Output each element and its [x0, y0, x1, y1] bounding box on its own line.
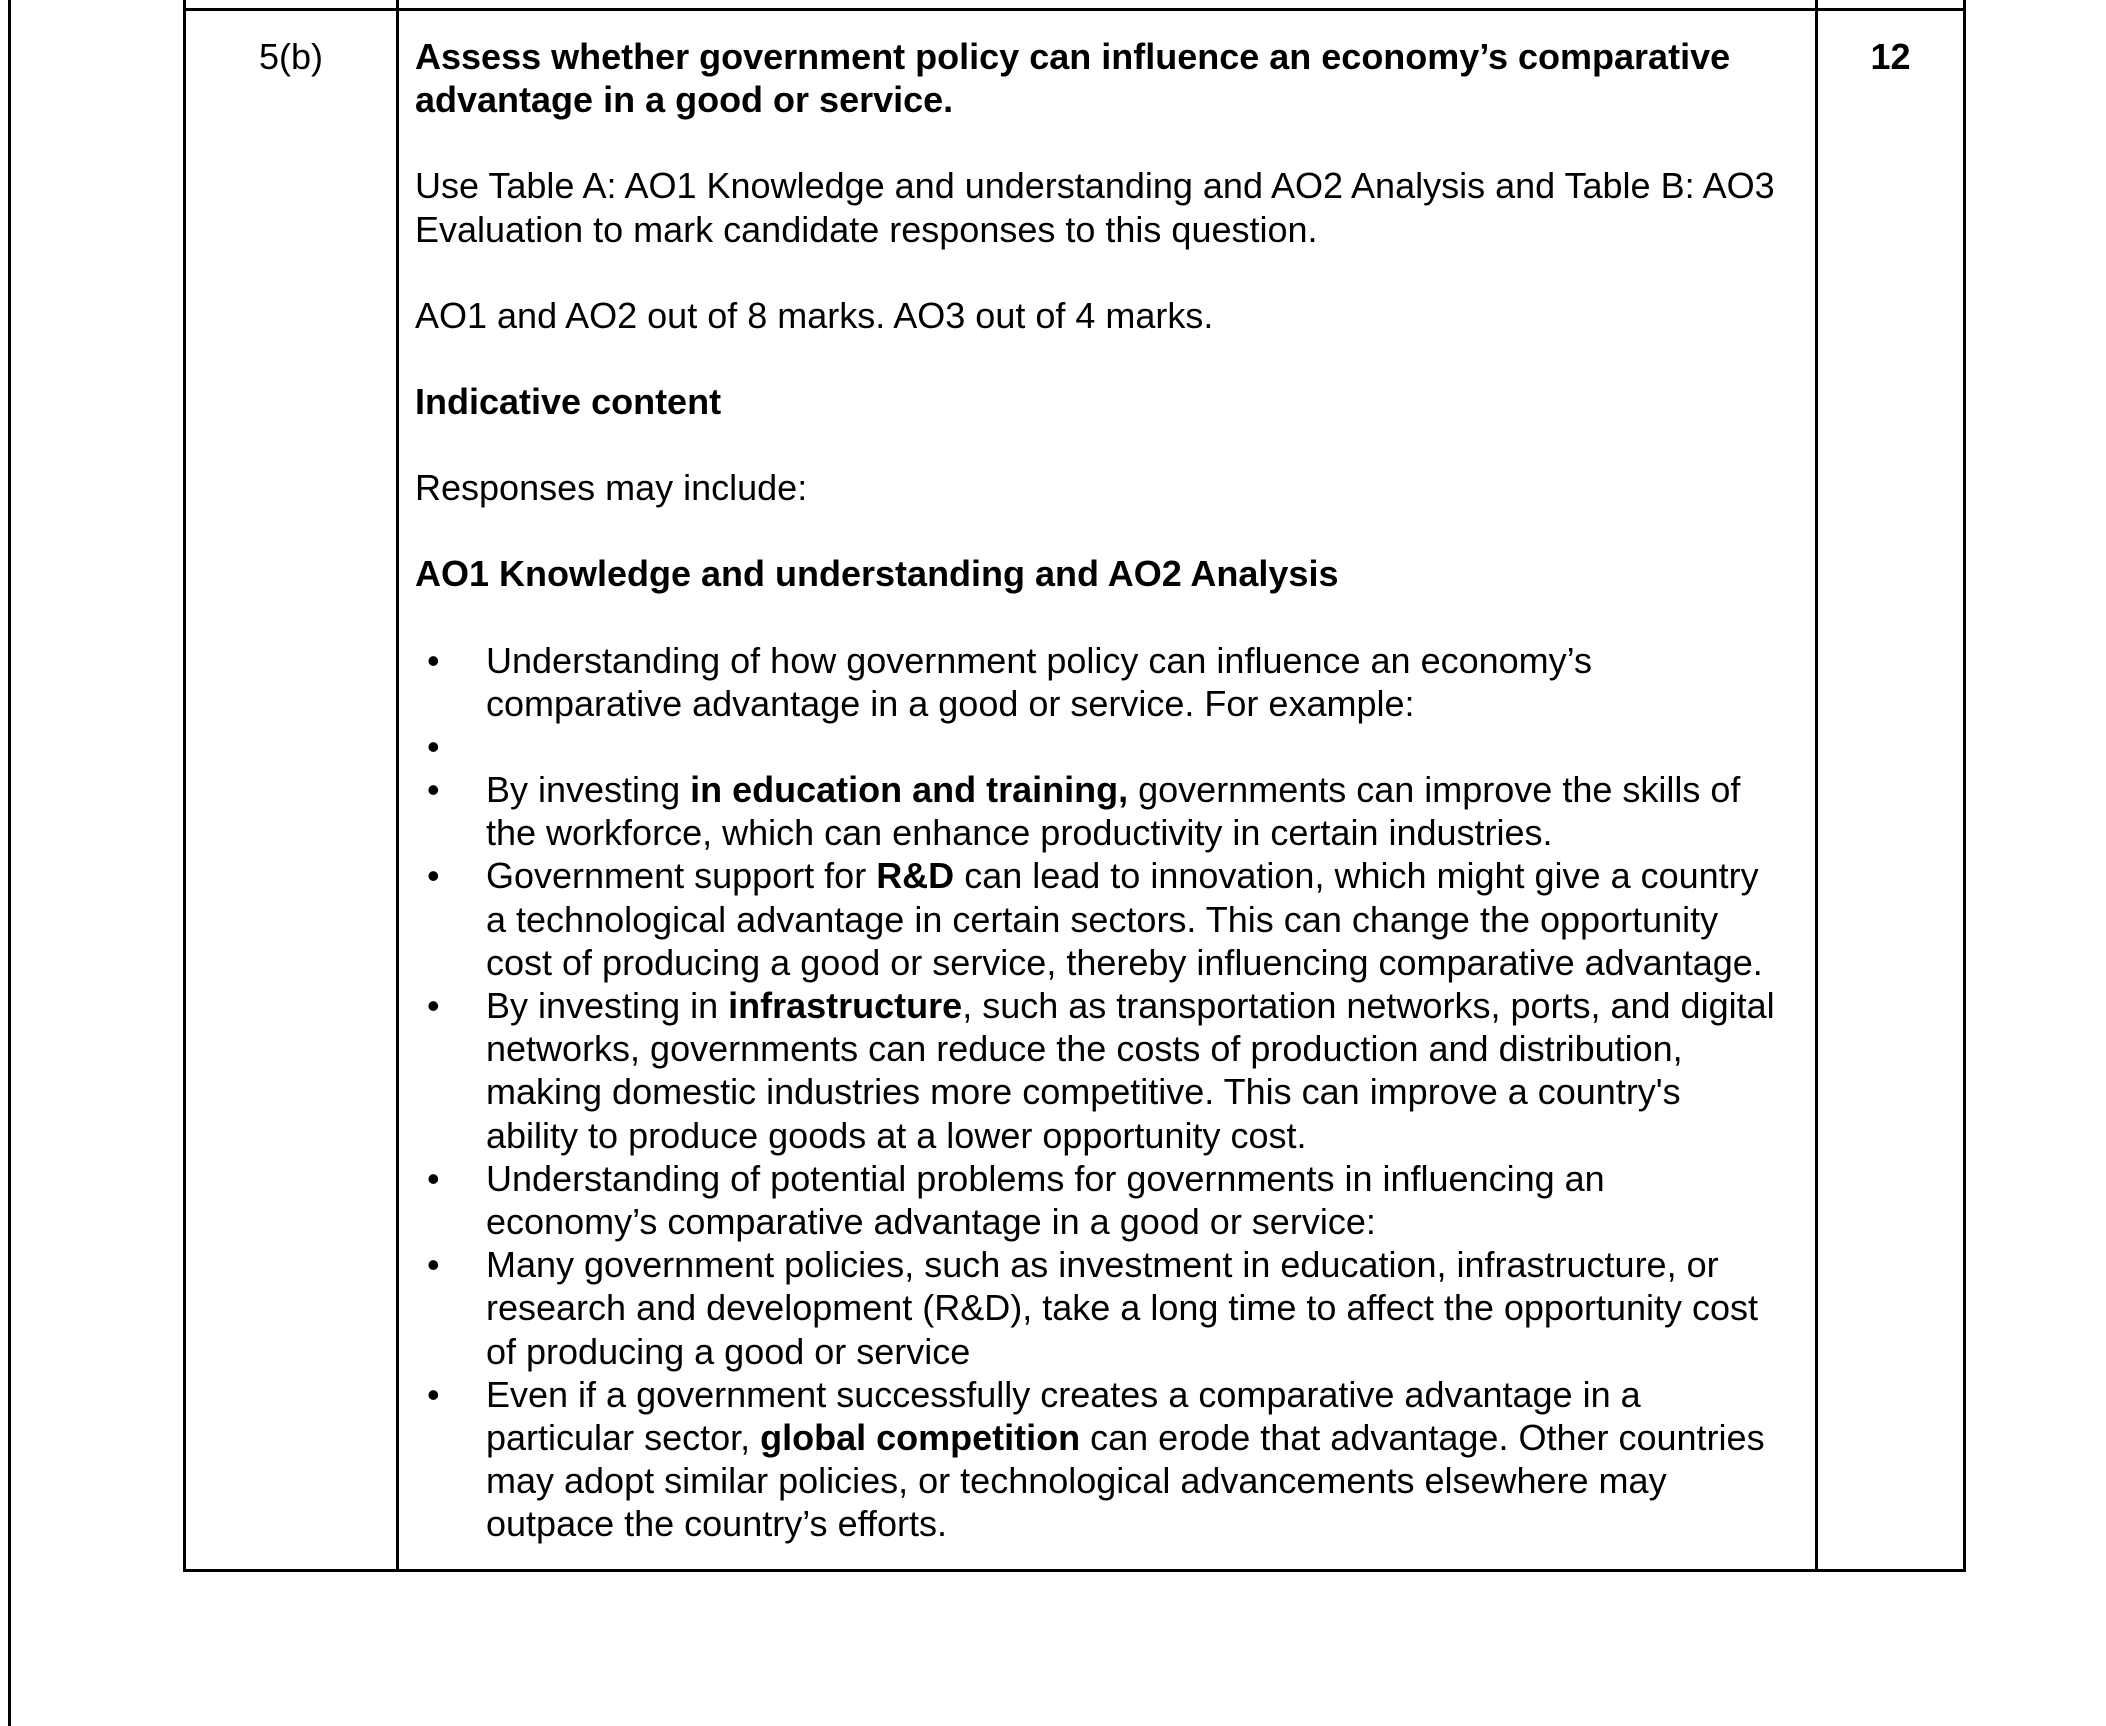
bullet-marker-icon: •: [427, 1373, 440, 1415]
cutoff-cell-answer: [398, 0, 1817, 10]
bullet-marker-icon: •: [427, 639, 440, 681]
text-segment: Use Table A: AO1 Knowledge and understanding and AO2 Analysis and Table B: AO3 Evaluation to mark candidate responses to this question.: [415, 165, 1775, 250]
table-row-cutoff: [185, 0, 1965, 10]
cutoff-cell-question: [185, 0, 398, 10]
bold-text-segment: R&D: [876, 855, 955, 897]
text-segment: Understanding of how government policy can influence an economy’s comparative advantage in a good or service. For example:: [486, 639, 1592, 724]
bullet-marker-icon: •: [427, 1244, 440, 1286]
content-heading: [415, 35, 1775, 121]
text-segment: Understanding of potential problems for governments in influencing an economy’s comparative advantage in a good or service:: [486, 1157, 1605, 1242]
text-segment: can erode that advantage. Other countries may adopt similar policies, or technological advancements elsewhere may outpace the country’s efforts.: [486, 1416, 1765, 1545]
bullet-text: [486, 1243, 1775, 1373]
bullet-text: [486, 1157, 1775, 1243]
bold-text-segment: AO1 Knowledge and understanding and AO2 Analysis: [415, 553, 1339, 595]
mark-scheme-table: [183, 0, 1966, 1572]
bold-text-segment: Assess whether government policy can influence an economy’s comparative advantage in a good or service.: [415, 36, 1731, 121]
bold-text-segment: infrastructure: [728, 985, 963, 1026]
text-segment: By investing in: [486, 985, 729, 1026]
bullet-item: [415, 768, 1775, 854]
table-row-question-5b: [185, 10, 1965, 1571]
text-segment: AO1 and AO2 out of 8 marks. AO3 out of 4 marks.: [415, 294, 1214, 336]
bullet-list: [415, 639, 1775, 1546]
cutoff-cell-marks: [1817, 0, 1965, 10]
bullet-text: [486, 1373, 1775, 1546]
text-segment: Government support for: [486, 855, 877, 897]
bullet-text: [486, 984, 1775, 1157]
bullet-marker-icon: •: [427, 725, 440, 767]
bullet-item: [415, 854, 1775, 984]
text-segment: Even if a government successfully creates a comparative advantage in a particular sector,: [486, 1373, 1641, 1458]
bullet-text: [486, 639, 1775, 725]
text-segment: , such as transportation networks, ports, and digital networks, governments can reduce the costs of production and distribution, making domestic industries more competitive. This can improve a country's ability to produce goods at a lower opportunity cost.: [486, 985, 1775, 1156]
bullet-marker-icon: •: [427, 769, 440, 811]
marks-value: 12: [1870, 36, 1911, 77]
bullet-item: [415, 639, 1775, 725]
bold-text-segment: global competition: [760, 1416, 1081, 1458]
bullet-item: [415, 1243, 1775, 1373]
bullet-marker-icon: •: [427, 855, 440, 897]
text-segment: governments can improve the skills of the workforce, which can enhance productivity in certain industries.: [486, 769, 1741, 854]
question-number: 5(b): [258, 36, 324, 77]
bullet-text: [486, 725, 1775, 768]
bold-text-segment: in education and training,: [690, 769, 1129, 811]
bullet-item: [415, 984, 1775, 1157]
bullet-item: [415, 1373, 1775, 1546]
text-segment: can lead to innovation, which might give a country a technological advantage in certain sectors. This can change the opportunity cost of producing a good or service, thereby influencing comparative advantage.: [486, 855, 1763, 983]
bullet-marker-icon: •: [427, 985, 440, 1026]
content-blocks: [415, 35, 1775, 1545]
text-segment: Many government policies, such as investment in education, infrastructure, or research and development (R&D), take a long time to affect the opportunity cost of producing a good or service: [486, 1244, 1759, 1372]
bullet-text: [486, 854, 1775, 984]
page-left-border: [8, 0, 11, 1726]
answer-content-cell: [398, 10, 1817, 1571]
bullet-item: [415, 1157, 1775, 1243]
marks-cell: [1817, 10, 1965, 1571]
bullet-marker-icon: •: [427, 1157, 440, 1199]
content-heading: [415, 380, 1775, 423]
bold-text-segment: Indicative content: [415, 380, 722, 422]
bullet-text: [486, 768, 1775, 854]
text-segment: Responses may include:: [415, 467, 808, 509]
bullet-item: [415, 725, 1775, 768]
content-heading: [415, 552, 1775, 595]
content-paragraph: [415, 294, 1775, 337]
question-number-cell: [185, 10, 398, 1571]
content-paragraph: [415, 164, 1775, 250]
text-segment: By investing: [486, 769, 691, 811]
content-paragraph: [415, 466, 1775, 509]
